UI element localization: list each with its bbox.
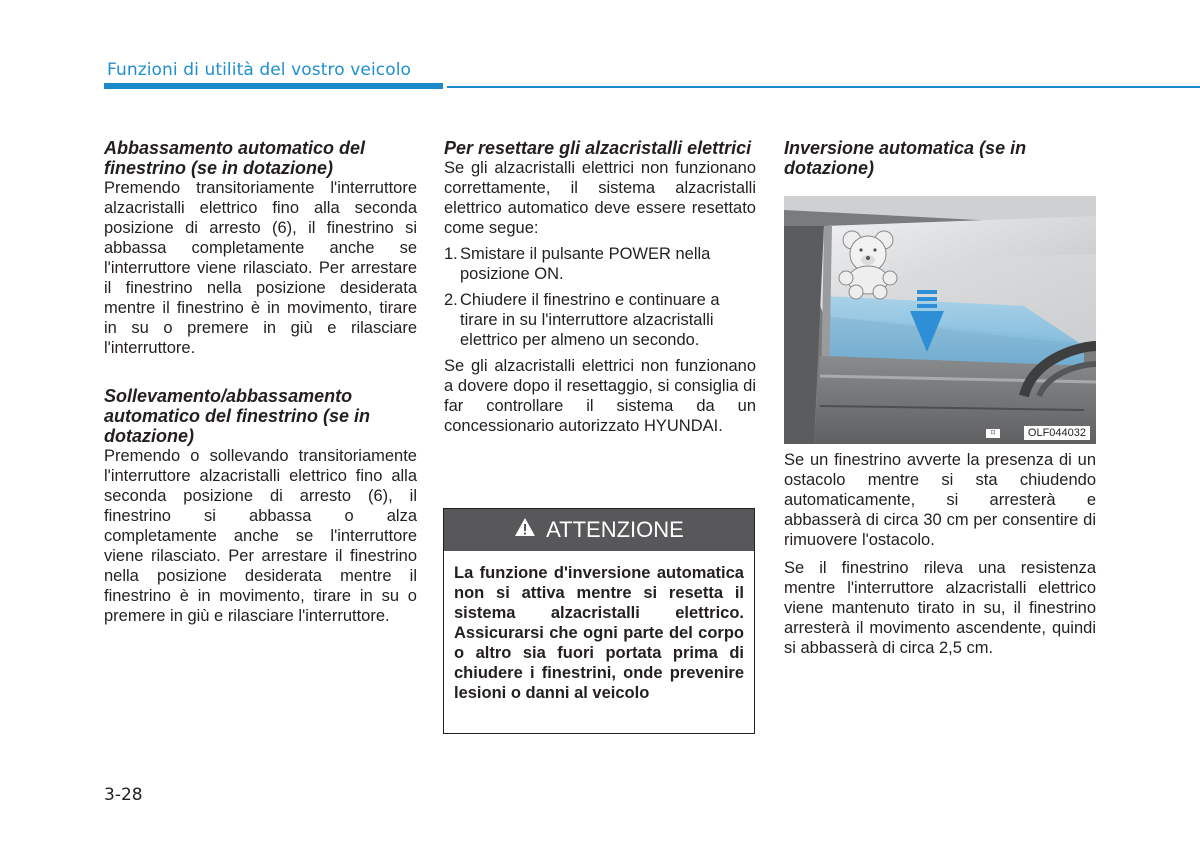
page-number: 3-28 bbox=[104, 785, 143, 805]
warning-triangle-icon bbox=[514, 517, 536, 543]
step-number: 2. bbox=[444, 291, 458, 309]
column-right bbox=[784, 138, 1096, 178]
image-mark: ⊡ bbox=[986, 429, 1000, 438]
reset-outro: Se gli alzacristalli elettrici non funzionano a dovere dopo il resettaggio, si consiglia di far controllare il sistema da un concessionario autorizzato HYUNDAI. bbox=[444, 357, 756, 435]
image-code: OLF044032 bbox=[1024, 426, 1090, 440]
list-item bbox=[444, 244, 756, 284]
column-right-text bbox=[784, 450, 1096, 658]
step-text: Smistare il pulsante POWER nella posizione ON. bbox=[460, 245, 711, 283]
auto-reverse-text-2: Se il finestrino rileva una resistenza mentre l'interruttore alzacristalli elettrico viene mantenuto tirato in su, il finestrino arresterà il movimento ascendente, quindi si abbasserà di circa 2,5 cm. bbox=[784, 559, 1096, 657]
section-heading-auto-down: Abbassamento automatico del finestrino (se in dotazione) bbox=[104, 138, 366, 178]
column-middle bbox=[444, 138, 756, 436]
step-number: 1. bbox=[444, 245, 458, 263]
window-illustration bbox=[784, 196, 1096, 444]
reset-intro: Se gli alzacristalli elettrici non funzionano correttamente, il sistema alzacristalli elettrico automatico deve essere resettato come segue: bbox=[444, 159, 756, 237]
list-item bbox=[444, 290, 756, 350]
section-heading-auto-reverse: Inversione automatica (se in dotazione) bbox=[784, 138, 1027, 178]
section-heading-reset: Per resettare gli alzacristalli elettrici bbox=[444, 138, 752, 158]
header-rule-thick bbox=[104, 83, 443, 89]
header-title: Funzioni di utilità del vostro veicolo bbox=[107, 60, 412, 80]
section-heading-auto-up-down: Sollevamento/abbassamento automatico del finestrino (se in dotazione) bbox=[104, 386, 371, 446]
header-rule-thin bbox=[447, 86, 1200, 88]
auto-reverse-text-1: Se un finestrino avverte la presenza di un ostacolo mentre si sta chiudendo automaticamente, si arresterà e abbasserà di circa 30 cm per consentire di rimuovere l'ostacolo. bbox=[784, 451, 1096, 549]
warning-box bbox=[443, 508, 755, 734]
section-text-auto-down: Premendo transitoriamente l'interruttore alzacristalli elettrico fino alla seconda posizione di arresto (6), il finestrino si abbassa completamente anche se l'interruttore viene rilasciato. Per arrestare il finestrino nella posizione desiderata mentre il finestrino è in movimento, tirare in su o premere in giù e rilasciare l'interruttore. bbox=[104, 179, 417, 357]
section-text-auto-up-down: Premendo o sollevando transitoriamente l'interruttore alzacristalli elettrico fino alla seconda posizione di arresto (6), il finestrino si abbassa o alza completamente anche se l'interruttore viene rilasciato. Per arrestare il finestrino nella posizione desiderata mentre il finestrino è in movimento, tirare in su o premere in giù e rilasciare l'interruttore. bbox=[104, 447, 417, 625]
column-left bbox=[104, 138, 417, 626]
warning-title: ATTENZIONE bbox=[546, 517, 684, 542]
warning-text: La funzione d'inversione automatica non si attiva mentre si resetta il sistema alzacristalli elettrico. Assicurarsi che ogni parte del corpo o altro sia fuori portata prima di chiudere i finestrini, onde prevenire lesioni o danni al veicolo bbox=[454, 564, 744, 702]
step-text: Chiudere il finestrino e continuare a tirare in su l'interruttore alzacristalli elettrico per almeno un secondo. bbox=[460, 291, 720, 349]
reset-steps bbox=[444, 244, 756, 350]
warning-header bbox=[444, 509, 754, 551]
